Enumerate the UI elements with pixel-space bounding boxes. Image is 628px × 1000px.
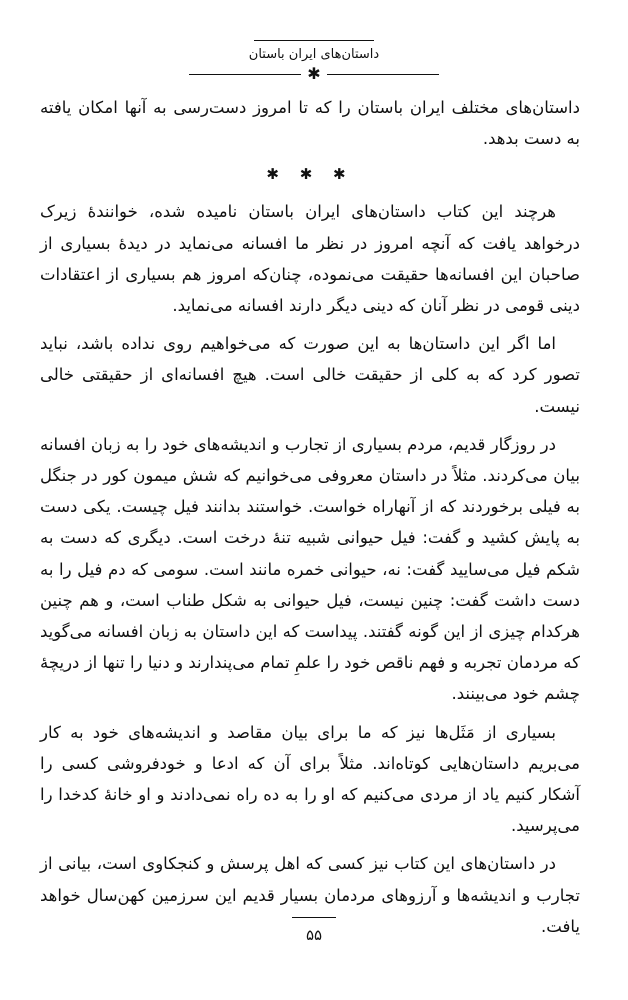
header-top-rule <box>254 40 374 41</box>
paragraph-5: در داستان‌های این کتاب نیز کسی که اهل پرسش و کنجکاوی است، بیانی از تجارب و اندیشه‌ها و آرزوهای مردمان بسیار قدیم این سرزمین کهن‌سال خواهد یافت. <box>40 854 580 936</box>
ornament-rule-right <box>327 74 439 75</box>
paragraph-3: در روزگار قدیم، مردم بسیاری از تجارب و اندیشه‌های خود را به زبان افسانه بیان می‌کردند. مثلاً در داستان معروفی می‌خوانیم که شش میمون کور در جنگل به فیلی برخوردند که از آنهاراه خواست. خواستند بدانند فیل چیست. یکی دست به پایش کشید و گفت: فیل حیوانی شبیه تنهٔ درخت است. دیگری که دست به شکم فیل می‌سایید گفت: نه، حیوانی خمره مانند است. سومی که دم فیل را به دست داشت گفت: چنین نیست، فیل حیوانی به شکل طناب است، و هم چنین هرکدام چیزی از این گونه گفتند. پیداست که این داستان به زبان افسانه می‌گوید که مردمان تجربه و فهم ناقص خود را علمِ تمام می‌پندارند و دنیا را تنها از دریچهٔ چشم خود می‌بینند. <box>40 434 580 704</box>
paragraph-1: هرچند این کتاب داستان‌های ایران باستان نامیده شده، خوانندهٔ زیرک درخواهد یافت که آنچه امروز در نظر ما افسانه می‌نماید در دیدهٔ بسیاری از صاحبان این افسانه‌ها حقیقت می‌نموده، چنان‌که امروز هم بسیاری از اعتقادات دینی قومی در نظر آنان که دینی دیگر دارند افسانه می‌نماید. <box>40 202 580 316</box>
footer-rule <box>292 917 336 918</box>
running-head <box>0 40 628 82</box>
paragraph-continuation: داستان‌های مختلف ایران باستان را که تا امروز دست‌رسی به آنها امکان یافته به دست بدهد. <box>40 98 580 149</box>
page-footer <box>0 917 628 946</box>
paragraph-2: اما اگر این داستان‌ها به این صورت که می‌خواهیم روی نداده باشد، نباید تصور کرد که به کلی از حقیقت خالی است. هیچ افسانه‌ای از حقیقتی خالی نیست. <box>40 334 580 416</box>
asterisk-ornament-icon: ✱ <box>307 64 321 83</box>
ornament-rule-left <box>189 74 301 75</box>
running-head-title: داستان‌های ایران باستان <box>248 47 380 62</box>
page-number: ۵۵ <box>305 926 323 944</box>
section-separator: ✱ ✱ ✱ <box>266 165 354 184</box>
paragraph-4: بسیاری از مَثَل‌ها نیز که ما برای بیان مقاصد و اندیشه‌های خود به کار می‌بریم داستان‌هایی کوتاه‌اند. مثلاً برای آن که ادعا و خودفروشی کسی را آشکار کنیم یاد از مردی می‌کنیم که او را به ده راه نمی‌دادند و او خانهٔ کدخدا را می‌پرسید. <box>40 722 580 836</box>
body-text <box>40 92 580 942</box>
header-ornament-rule <box>189 66 439 82</box>
